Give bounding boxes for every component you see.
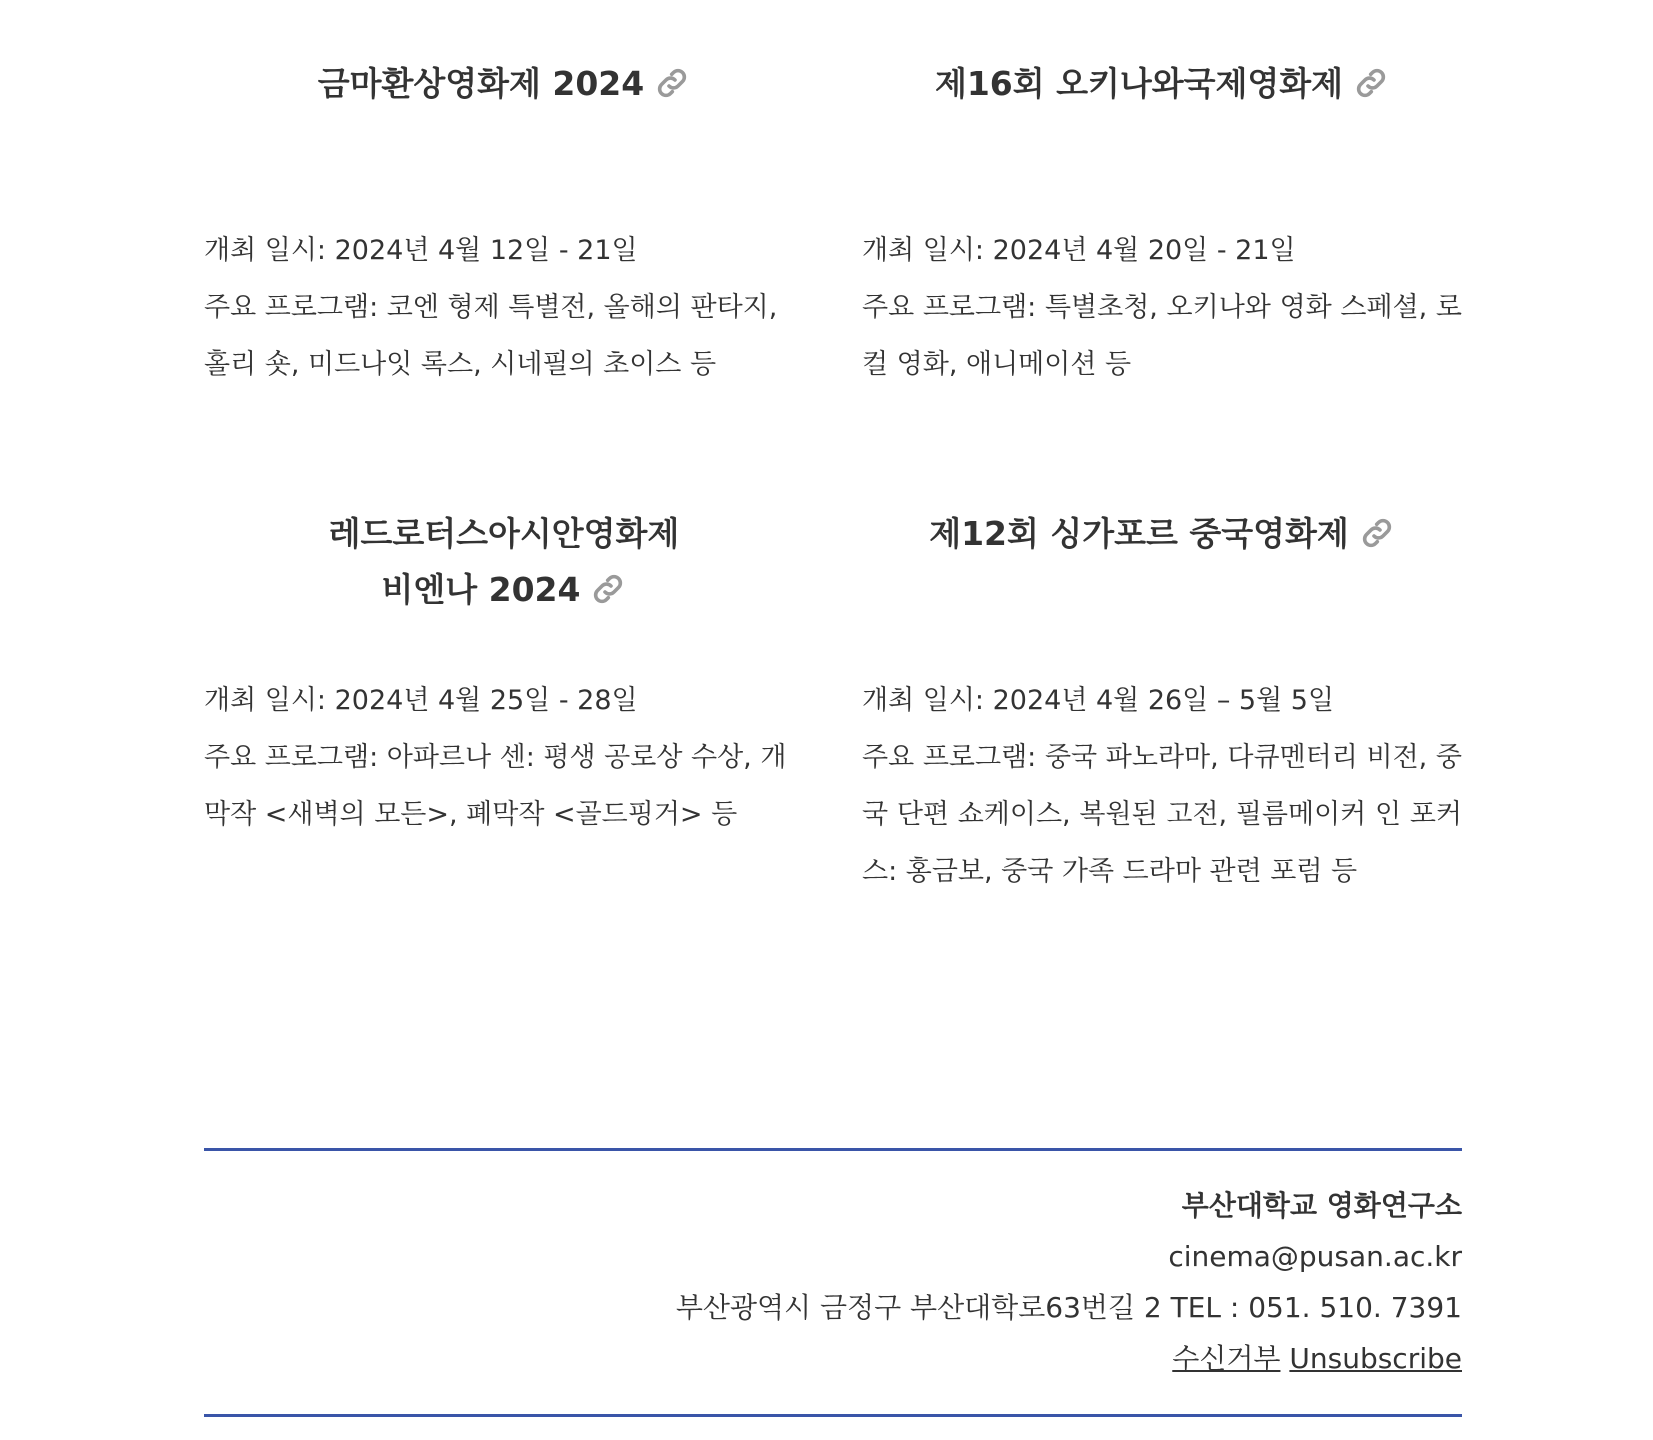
link-icon[interactable]: [654, 65, 690, 101]
date-value: 2024년 4월 26일 – 5월 5일: [992, 685, 1335, 716]
date-value: 2024년 4월 25일 - 28일: [334, 685, 638, 716]
festival-title-block: [862, 56, 1462, 222]
unsubscribe-link-en[interactable]: Unsubscribe: [1289, 1342, 1462, 1375]
date-value: 2024년 4월 20일 - 21일: [992, 235, 1296, 266]
festival-list: [204, 56, 1462, 900]
festival-title-text: 제12회 싱가포르 중국영화제: [929, 514, 1349, 553]
org-name: 부산대학교 영화연구소: [1181, 1189, 1462, 1222]
festival-date: [204, 672, 804, 729]
footer-top-divider: [204, 1148, 1462, 1151]
program-label: 주요 프로그램:: [862, 742, 1037, 773]
link-icon[interactable]: [590, 571, 626, 607]
program-label: 주요 프로그램:: [204, 292, 379, 323]
festival-title-text: 금마환상영화제 2024: [317, 64, 645, 103]
link-icon[interactable]: [1353, 65, 1389, 101]
festival-card: [862, 56, 1462, 506]
festival-title[interactable]: [204, 562, 804, 618]
unsubscribe-links: [204, 1333, 1462, 1384]
festival-programs: [862, 279, 1462, 393]
program-label: 주요 프로그램:: [204, 742, 379, 773]
date-label: 개최 일시:: [204, 685, 327, 716]
festival-date: [204, 222, 804, 279]
festival-title[interactable]: [204, 506, 804, 562]
date-label: 개최 일시:: [862, 235, 985, 266]
festival-title-text: 비엔나 2024: [381, 570, 581, 609]
footer: [204, 1180, 1462, 1384]
program-value: 아파르나 센: 평생 공로상 수상, 개막작 <새벽의 모든>, 폐막작 <골드핑거> 등: [204, 742, 787, 830]
festival-title-text: 레드로터스아시안영화제: [328, 514, 680, 553]
festival-row: [204, 56, 1462, 506]
festival-title-block: [862, 506, 1462, 672]
festival-programs: [204, 729, 804, 843]
contact-email[interactable]: cinema@pusan.ac.kr: [1168, 1240, 1462, 1273]
program-value: 코엔 형제 특별전, 올해의 판타지, 홀리 숏, 미드나잇 록스, 시네필의 초이스 등: [204, 292, 778, 380]
footer-bottom-divider: [204, 1414, 1462, 1417]
festival-title-text: 제16회 오키나와국제영화제: [934, 64, 1344, 103]
festival-title-block: [204, 56, 804, 222]
festival-card: [862, 506, 1462, 900]
date-label: 개최 일시:: [862, 685, 985, 716]
festival-card: [204, 506, 804, 900]
date-value: 2024년 4월 12일 - 21일: [334, 235, 638, 266]
festival-title-block: [204, 506, 804, 672]
link-icon[interactable]: [1359, 515, 1395, 551]
program-value: 특별초청, 오키나와 영화 스페셜, 로컬 영화, 애니메이션 등: [862, 292, 1462, 380]
festival-row: [204, 506, 1462, 900]
festival-card: [204, 56, 804, 506]
address: 부산광역시 금정구 부산대학로63번길 2 TEL : 051. 510. 7391: [675, 1291, 1462, 1324]
unsubscribe-link-ko[interactable]: 수신거부: [1172, 1342, 1281, 1375]
festival-title[interactable]: [862, 56, 1462, 112]
festival-date: [862, 672, 1462, 729]
festival-date: [862, 222, 1462, 279]
festival-title[interactable]: [204, 56, 804, 112]
festival-title[interactable]: [862, 506, 1462, 562]
festival-programs: [204, 279, 804, 393]
date-label: 개최 일시:: [204, 235, 327, 266]
festival-programs: [862, 729, 1462, 900]
program-label: 주요 프로그램:: [862, 292, 1037, 323]
program-value: 중국 파노라마, 다큐멘터리 비전, 중국 단편 쇼케이스, 복원된 고전, 필름메이커 인 포커스: 홍금보, 중국 가족 드라마 관련 포럼 등: [862, 742, 1462, 887]
